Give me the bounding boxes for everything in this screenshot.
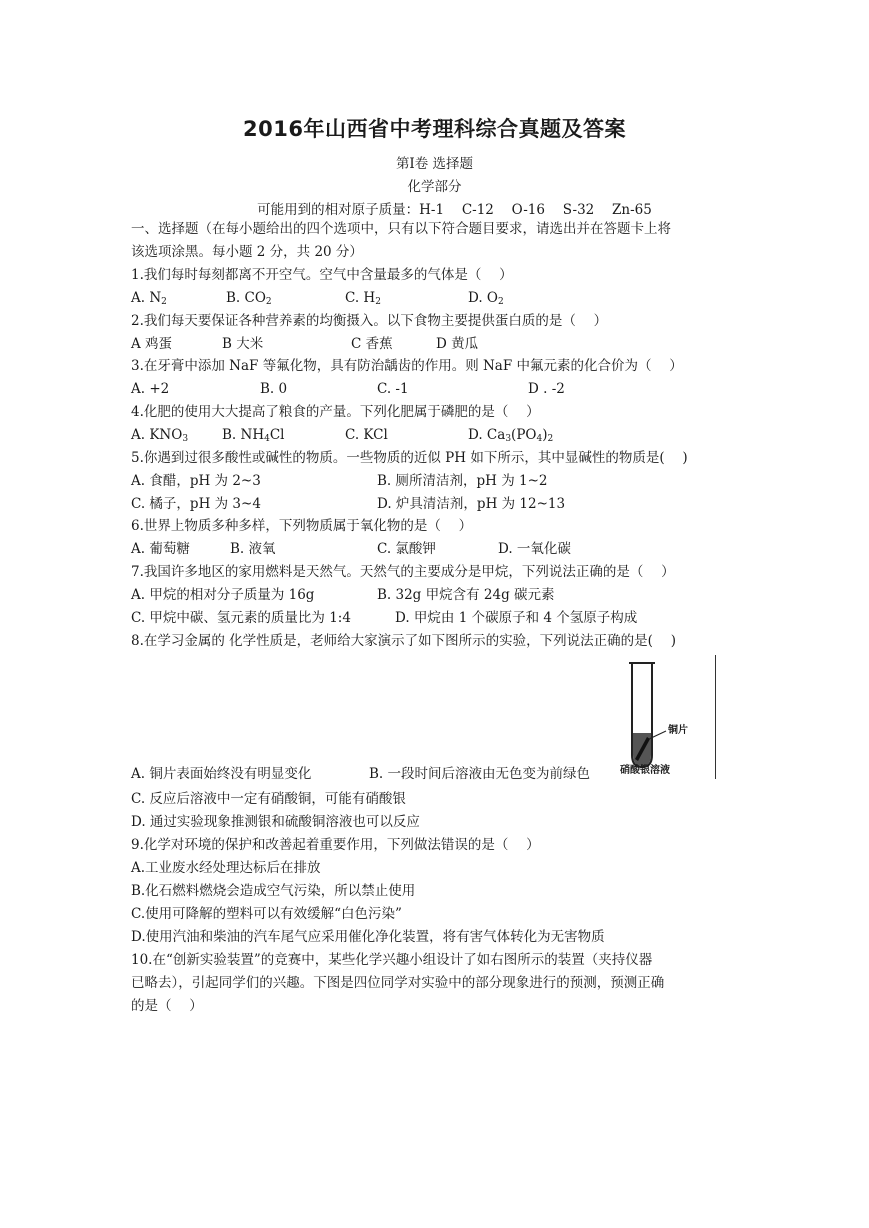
question-3-stem: 3.在牙膏中添加 NaF 等氟化物，具有防治龋齿的作用。则 NaF 中氟元素的化合价为（ ） — [131, 358, 683, 374]
question-9-stem: 9.化学对环境的保护和改善起着重要作用，下列做法错误的是（ ） — [131, 837, 540, 853]
question-2-option-a: A 鸡蛋 — [131, 336, 173, 352]
question-2-option-d: D 黄瓜 — [436, 336, 479, 352]
question-9-option-b: B.化石燃料燃烧会造成空气污染，所以禁止使用 — [131, 883, 416, 899]
question-1-option-b: B. $CO_2$ — [226, 290, 272, 307]
test-tube-figure — [618, 655, 718, 780]
question-7-stem: 7.我国许多地区的家用燃料是天然气。天然气的主要成分是甲烷，下列说法正确的是（ ） — [131, 564, 675, 580]
instructions-line-2: 该选项涂黑。每小题 2 分，共 20 分） — [131, 244, 363, 260]
question-3-option-b: B. 0 — [260, 381, 288, 397]
question-4-option-b: B. $NH_4Cl$ — [222, 427, 285, 444]
section-heading: 第Ⅰ卷 选择题 — [395, 156, 474, 172]
copper-strip-label: 铜片 — [668, 725, 688, 736]
question-3-option-d: D . -2 — [528, 381, 565, 397]
question-7-option-a: A. 甲烷的相对分子质量为 16g — [131, 587, 315, 603]
question-4-option-c: C. KCl — [345, 427, 388, 443]
question-3-option-a: A. +2 — [131, 381, 170, 397]
question-7-option-c: C. 甲烷中碳、氢元素的质量比为 1:4 — [131, 610, 351, 626]
question-3-option-c: C. -1 — [377, 381, 409, 397]
question-6-option-c: C. 氯酸钾 — [377, 541, 436, 557]
atomic-masses: 可能用到的相对原子质量：H-1 C-12 O-16 S-32 Zn-65 — [257, 202, 652, 218]
question-5-option-d: D. 炉具清洁剂，pH 为 12~13 — [377, 496, 566, 512]
question-10-line-3: 的是（ ） — [131, 998, 203, 1014]
instructions-line-1: 一、选择题（在每小题给出的四个选项中，只有以下符合题目要求，请选出并在答题卡上将 — [131, 221, 671, 237]
question-7-option-d: D. 甲烷由 1 个碳原子和 4 个氢原子构成 — [395, 610, 638, 626]
question-6-option-d: D. 一氧化碳 — [498, 541, 571, 557]
question-9-option-a: A.工业废水经处理达标后在排放 — [131, 860, 321, 876]
question-9-option-c: C.使用可降解的塑料可以有效缓解“白色污染” — [131, 906, 402, 922]
question-2-option-c: C 香蕉 — [351, 336, 393, 352]
question-6-option-a: A. 葡萄糖 — [131, 541, 190, 557]
question-10-line-1: 10.在“创新实验装置”的竞赛中，某些化学兴趣小组设计了如右图所示的装置（夹持仪器 — [131, 952, 653, 968]
question-8-option-d: D. 通过实验现象推测银和硫酸铜溶液也可以反应 — [131, 814, 420, 830]
question-8-option-b: B. 一段时间后溶液由无色变为前绿色 — [369, 766, 591, 782]
question-7-option-b: B. 32g 甲烷含有 24g 碳元素 — [377, 587, 555, 603]
question-1-option-d: D. $O_2$ — [468, 290, 504, 307]
question-2-option-b: B 大米 — [222, 336, 264, 352]
question-1-option-a: A. $N_2$ — [131, 290, 167, 307]
question-5-stem: 5.你遇到过很多酸性或碱性的物质。一些物质的近似 PH 如下所示，其中显碱性的物质是( ) — [131, 450, 688, 466]
question-4-stem: 4.化肥的使用大大提高了粮食的产量。下列化肥属于磷肥的是（ ） — [131, 404, 540, 420]
question-4-option-a: A. $KNO_3$ — [131, 427, 189, 444]
question-1-option-c: C. $H_2$ — [345, 290, 381, 307]
figure-divider — [715, 655, 716, 779]
question-5-option-c: C. 橘子，pH 为 3~4 — [131, 496, 261, 512]
question-1-stem: 1.我们每时每刻都离不开空气。空气中含量最多的气体是（ ） — [131, 267, 513, 283]
question-6-option-b: B. 液氧 — [230, 541, 276, 557]
silver-nitrate-label: 硝酸银溶液 — [620, 765, 670, 776]
question-5-option-b: B. 厕所清洁剂，pH 为 1~2 — [377, 473, 548, 489]
question-9-option-d: D.使用汽油和柴油的汽车尾气应采用催化净化装置，将有害气体转化为无害物质 — [131, 929, 605, 945]
question-2-stem: 2.我们每天要保证各种营养素的均衡摄入。以下食物主要提供蛋白质的是（ ） — [131, 313, 608, 329]
page-title: 2016年山西省中考理科综合真题及答案 — [243, 117, 626, 141]
question-8-option-a: A. 铜片表面始终没有明显变化 — [131, 766, 312, 782]
question-6-stem: 6.世界上物质多种多样，下列物质属于氧化物的是（ ） — [131, 518, 473, 534]
question-8-stem: 8.在学习金属的 化学性质是，老师给大家演示了如下图所示的实验，下列说法正确的是( ) — [131, 633, 676, 649]
question-5-option-a: A. 食醋，pH 为 2~3 — [131, 473, 261, 489]
question-8-option-c: C. 反应后溶液中一定有硝酸铜，可能有硝酸银 — [131, 791, 406, 807]
question-4-option-d: D. $Ca_3(PO_4)_2$ — [468, 427, 554, 444]
question-10-line-2: 已略去），引起同学们的兴趣。下图是四位同学对实验中的部分现象进行的预测，预测正确 — [131, 975, 665, 991]
subsection-heading: 化学部分 — [407, 179, 462, 195]
